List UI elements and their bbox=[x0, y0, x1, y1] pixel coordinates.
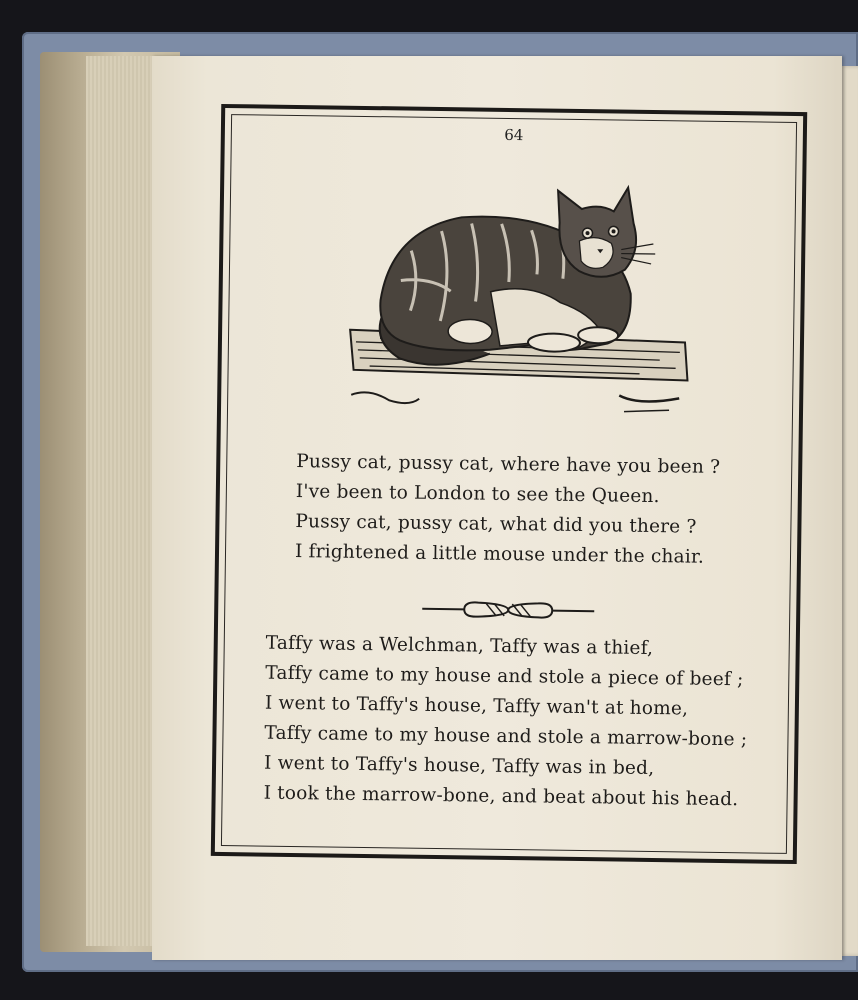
decorative-divider-icon bbox=[418, 597, 598, 624]
verse-line: I went to Taffy's house, Taffy wan't at home, bbox=[264, 692, 689, 720]
facing-page-edge bbox=[840, 66, 858, 956]
rhyme-taffy bbox=[263, 629, 748, 816]
verse-line: I went to Taffy's house, Taffy was in bed, bbox=[263, 752, 655, 780]
verse-line: Taffy came to my house and stole a marrow-bone ; bbox=[264, 722, 748, 751]
verse-line: I've been to London to see the Queen. bbox=[295, 481, 660, 508]
rhyme-pussy-cat bbox=[295, 447, 721, 573]
page-number: 64 bbox=[504, 125, 524, 145]
verse-line: Taffy was a Welchman, Taffy was a thief, bbox=[265, 632, 654, 660]
verse-line: Taffy came to my house and stole a piece of beef ; bbox=[265, 662, 744, 691]
verse-line: I frightened a little mouse under the chair. bbox=[294, 541, 705, 568]
page-border-frame bbox=[211, 104, 807, 864]
verse-line: Pussy cat, pussy cat, what did you there ? bbox=[295, 511, 697, 538]
cat-engraving-icon bbox=[339, 180, 702, 435]
verse-line: I took the marrow-bone, and beat about his head. bbox=[263, 782, 739, 811]
page-stack-lines bbox=[86, 56, 156, 946]
verse-line: Pussy cat, pussy cat, where have you been ? bbox=[296, 451, 721, 478]
